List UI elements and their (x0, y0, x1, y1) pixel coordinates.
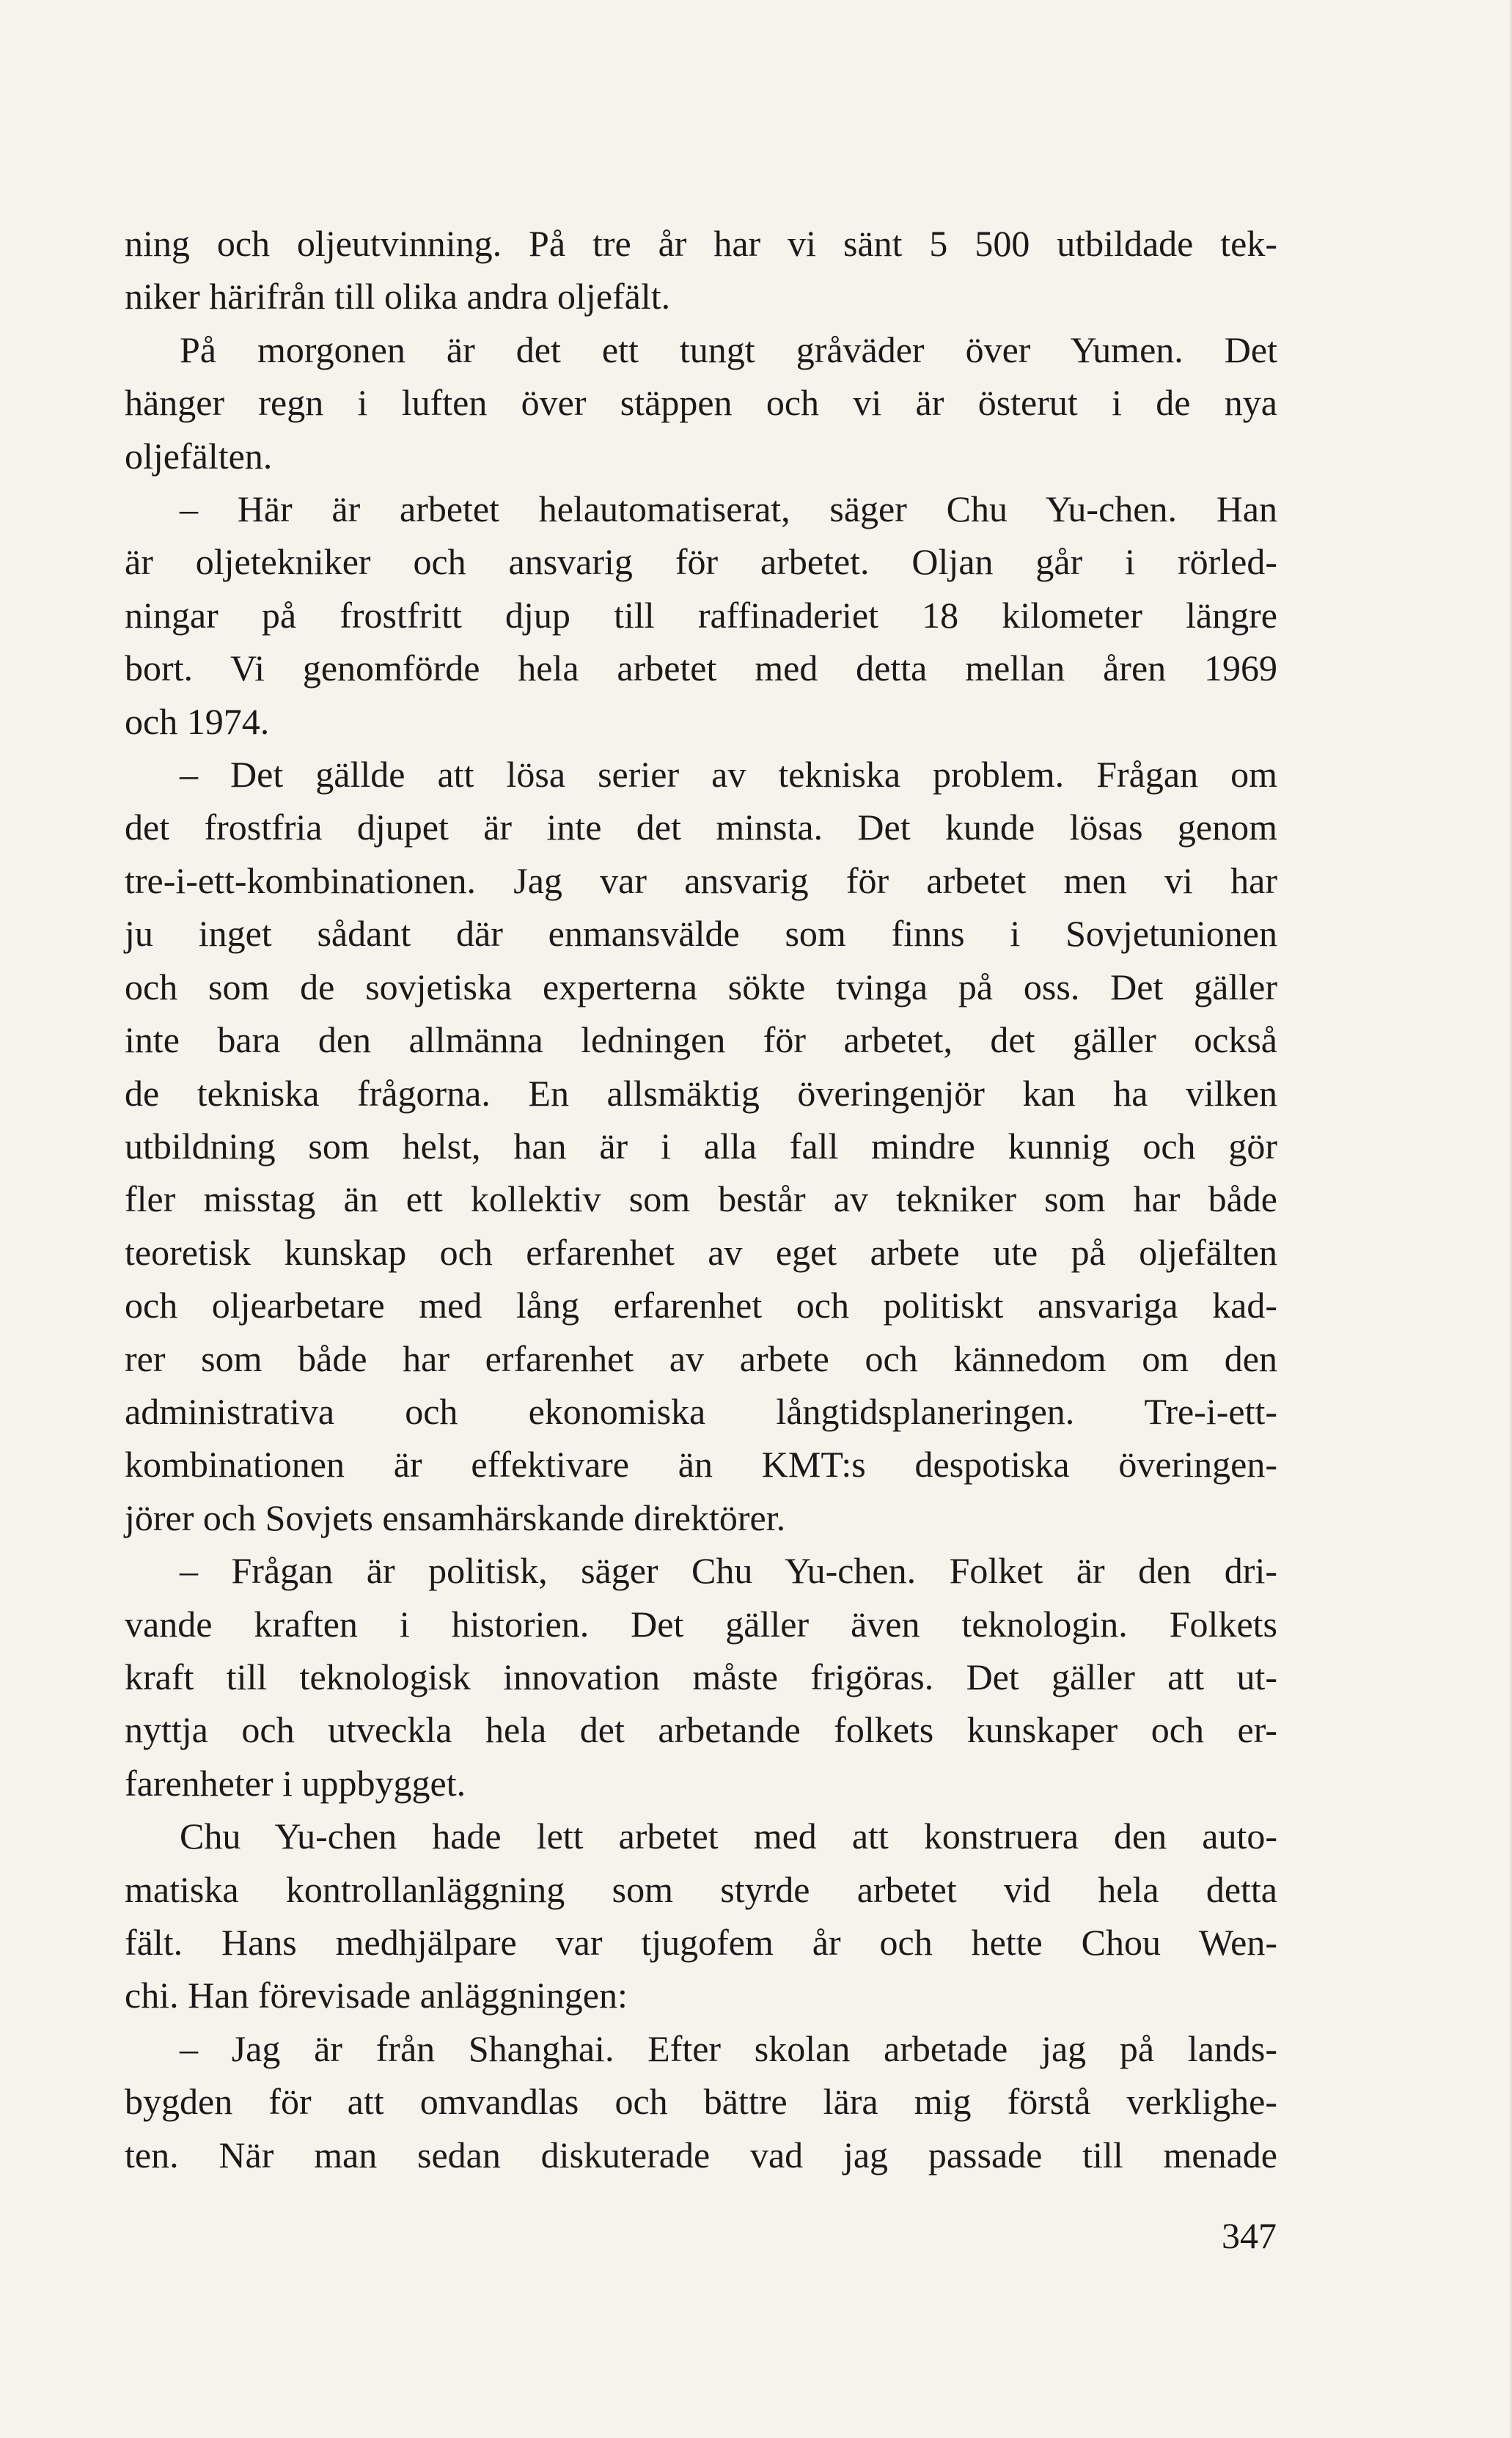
text-line: ju inget sådant där enmansvälde som finns i Sovjetunionen (125, 913, 1277, 955)
text-line: kraft till teknologisk innovation måste frigöras. Det gäller att ut- (125, 1656, 1277, 1697)
text-line: bygden för att omvandlas och bättre lära mig förstå verklighe- (125, 2081, 1277, 2123)
text-line: är oljetekniker och ansvarig för arbetet. Oljan går i rörled- (125, 541, 1277, 583)
text-line: nyttja och utveckla hela det arbetande folkets kunskaper och er- (125, 1709, 1277, 1751)
text-line: tre-i-ett-kombinationen. Jag var ansvarig för arbetet men vi har (125, 859, 1277, 901)
text-line: och som de sovjetiska experterna sökte tvinga på oss. Det gäller (125, 966, 1277, 1007)
text-line: utbildning som helst, han är i alla fall mindre kunnig och gör (125, 1125, 1277, 1167)
text-line: jörer och Sovjets ensamhärskande direktörer. (125, 1497, 786, 1538)
text-line: – Frågan är politisk, säger Chu Yu-chen. Folket är den dri- (180, 1550, 1277, 1592)
text-line: inte bara den allmänna ledningen för arbetet, det gäller också (125, 1019, 1277, 1061)
text-line: teoretisk kunskap och erfarenhet av eget arbete ute på oljefälten (125, 1231, 1277, 1273)
text-line: de tekniska frågorna. En allsmäktig överingenjör kan ha vilken (125, 1072, 1277, 1114)
text-line: – Här är arbetet helautomatiserat, säger Chu Yu-chen. Han (180, 488, 1277, 530)
text-line: kombinationen är effektivare än KMT:s despotiska överingen- (125, 1444, 1277, 1486)
text-line: – Jag är från Shanghai. Efter skolan arbetade jag på lands- (180, 2027, 1277, 2069)
text-line: – Det gällde att lösa serier av tekniska problem. Frågan om (180, 754, 1277, 796)
text-line: matiska kontrollanläggning som styrde arbetet vid hela detta (125, 1868, 1277, 1910)
text-line: fält. Hans medhjälpare var tjugofem år och hette Chou Wen- (125, 1922, 1277, 1963)
text-line: rer som både har erfarenhet av arbete och kännedom om den (125, 1337, 1277, 1379)
text-line: Chu Yu-chen hade lett arbetet med att konstruera den auto- (180, 1815, 1277, 1857)
text-line: vande kraften i historien. Det gäller även teknologin. Folkets (125, 1603, 1277, 1645)
page-number: 347 (1222, 2215, 1277, 2256)
text-line: farenheter i uppbygget. (125, 1762, 466, 1804)
text-line: hänger regn i luften över stäppen och vi är österut i de nya (125, 382, 1277, 424)
text-line: bort. Vi genomförde hela arbetet med detta mellan åren 1969 (125, 647, 1277, 689)
body-text (125, 217, 1277, 2181)
text-line: och oljearbetare med lång erfarenhet och politiskt ansvariga kad- (125, 1285, 1277, 1326)
text-line: det frostfria djupet är inte det minsta. Det kunde lösas genom (125, 807, 1277, 848)
text-line: niker härifrån till olika andra oljefält. (125, 276, 671, 317)
text-line: ningar på frostfritt djup till raffinaderiet 18 kilometer längre (125, 594, 1277, 636)
text-line: administrativa och ekonomiska långtidsplaneringen. Tre-i-ett- (125, 1390, 1277, 1432)
text-line: chi. Han förevisade anläggningen: (125, 1975, 628, 2016)
text-line: oljefälten. (125, 435, 273, 477)
text-line: ning och oljeutvinning. På tre år har vi sänt 5 500 utbildade tek- (125, 223, 1277, 264)
text-line: fler misstag än ett kollektiv som består av tekniker som har både (125, 1178, 1277, 1220)
text-line: och 1974. (125, 700, 270, 742)
text-line: ten. När man sedan diskuterade vad jag passade till menade (125, 2134, 1277, 2176)
text-line: På morgonen är det ett tungt gråväder över Yumen. Det (180, 328, 1277, 370)
